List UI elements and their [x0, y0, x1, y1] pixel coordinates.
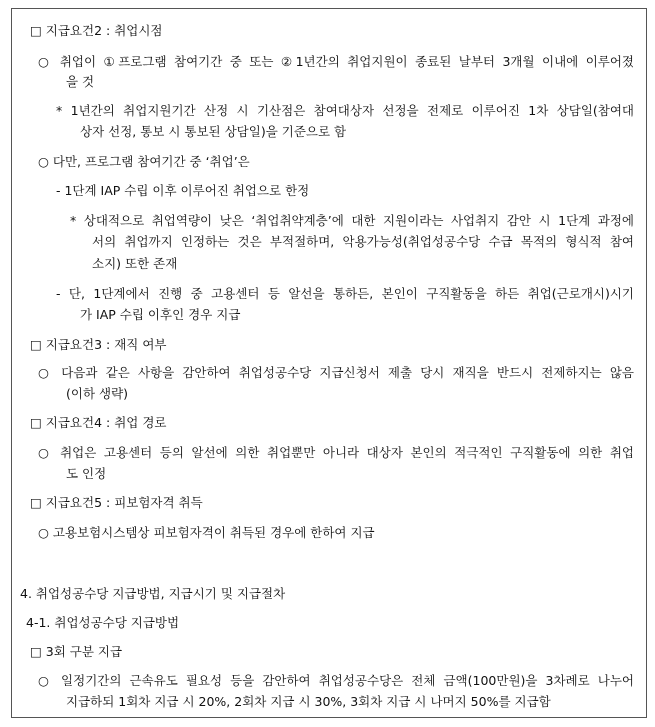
paragraph-however: ○ 다만, 프로그램 참여기간 중 ‘취업’은	[38, 154, 250, 169]
paragraph-timing-line1: ○ 취업이 ①프로그램 참여기간 중 또는 ②1년간의 취업지원이 종료된 날부터 3개월 이내에 이루어졌	[38, 54, 634, 69]
paragraph-insurance: ○ 고용보험시스템상 피보험자격이 취득된 경우에 한하여 지급	[38, 525, 375, 540]
note-period-line2: 상자 선정, 통보 시 통보된 상담일)을 기준으로 함	[80, 124, 347, 139]
item-exception-line2: 가 IAP 수립 이후인 경우 지급	[80, 307, 241, 322]
note-rationale-line2: 서의 취업까지 인정하는 것은 부적절하며, 악용가능성(취업성공수당 수급 목적의 형식적 참여	[92, 234, 634, 249]
item-stage1-iap: - 1단계 IAP 수립 이후 이루어진 취업으로 한정	[56, 183, 310, 198]
paragraph-installments-line2: 지급하되 1회차 지급 시 20%, 2회차 지급 시 30%, 3회차 지급 시 나머지 50%를 지급함	[66, 694, 551, 709]
paragraph-installments-line1: ○ 일정기간의 근속유도 필요성 등을 감안하여 취업성공수당은 전체 금액(100만원)을 3차례로 나누어	[38, 673, 634, 688]
paragraph-employment-line2: (이하 생략)	[66, 386, 129, 401]
heading-requirement-2: □ 지급요건2 : 취업시점	[30, 23, 163, 38]
note-rationale-line3: 소지) 또한 존재	[92, 256, 178, 271]
note-rationale-line1: * 상대적으로 취업역량이 낮은 ‘취업취약계층’에 대한 지원이라는 사업취지 감안 시 1단계 과정에	[70, 213, 634, 228]
item-exception-line1: - 단, 1단계에서 진행 중 고용센터 등 알선을 통하든, 본인이 구직활동을 하든 취업(근로개시)시기	[56, 286, 634, 301]
paragraph-route-line1: ○ 취업은 고용센터 등의 알선에 의한 취업뿐만 아니라 대상자 본인의 적극적인 구직활동에 의한 취업	[38, 445, 634, 460]
heading-requirement-5: □ 지급요건5 : 피보험자격 취득	[30, 495, 203, 510]
heading-three-installments: □ 3회 구분 지급	[30, 644, 123, 659]
heading-requirement-3: □ 지급요건3 : 재직 여부	[30, 337, 167, 352]
paragraph-timing-line2: 을 것	[66, 74, 95, 89]
paragraph-employment-line1: ○ 다음과 같은 사항을 감안하여 취업성공수당 지급신청서 제출 당시 재직을 반드시 전제하지는 않음	[38, 365, 634, 380]
section-heading-4: 4. 취업성공수당 지급방법, 지급시기 및 지급절차	[20, 586, 286, 601]
heading-requirement-4: □ 지급요건4 : 취업 경로	[30, 415, 167, 430]
note-period-line1: * 1년간의 취업지원기간 산정 시 기산점은 참여대상자 선정을 전제로 이루어진 1차 상담일(참여대	[56, 103, 634, 118]
paragraph-route-line2: 도 인정	[66, 466, 107, 481]
subsection-heading-4-1: 4-1. 취업성공수당 지급방법	[26, 615, 180, 630]
